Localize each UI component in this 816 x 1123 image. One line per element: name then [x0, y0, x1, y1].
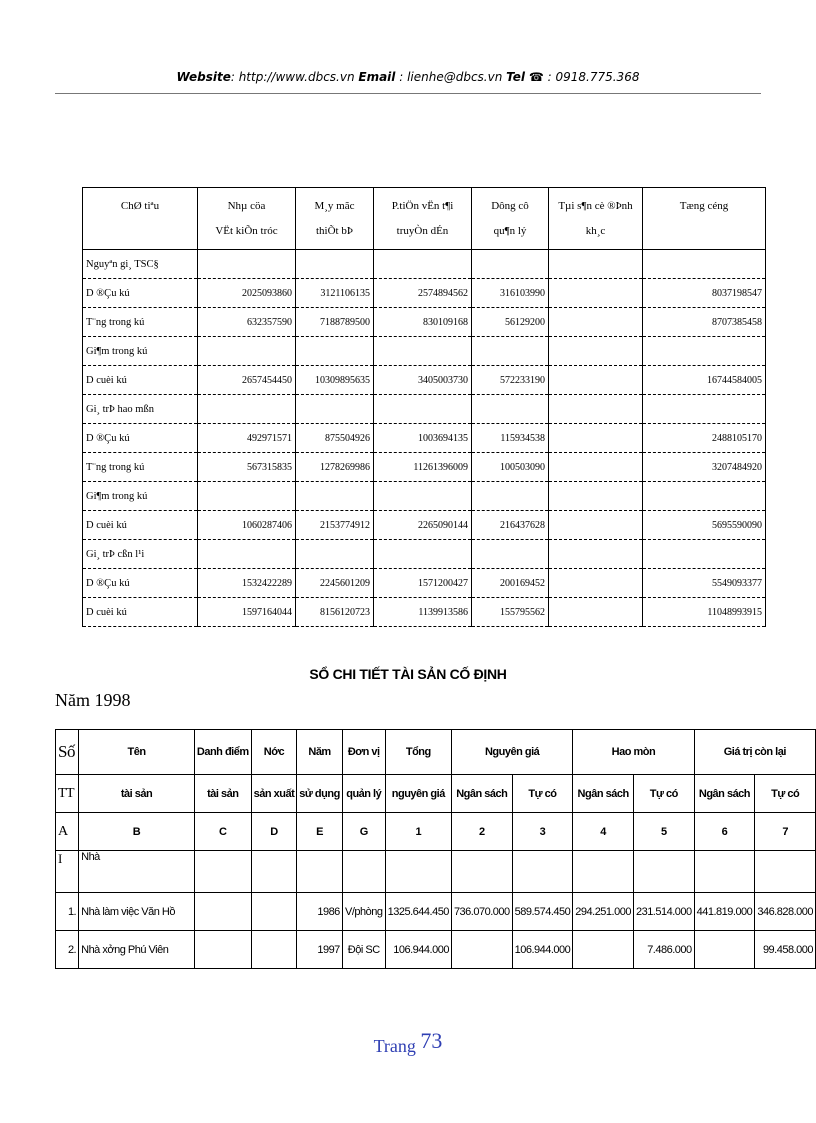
- table2-cell: [251, 893, 297, 931]
- table2-cell: 1986: [297, 893, 343, 931]
- table1-cell: [549, 250, 643, 279]
- table1-col-header: Dông cô qu¶n lý: [472, 188, 549, 250]
- table1-cell: [374, 395, 472, 424]
- table1-cell: 3121106135: [296, 279, 374, 308]
- table2-cell: [194, 893, 251, 931]
- col-subheader: sử dụng: [297, 775, 343, 813]
- table2-cell: [194, 931, 251, 969]
- table1-cell: 2153774912: [296, 511, 374, 540]
- table2-cell: 736.070.000: [451, 893, 512, 931]
- table1-cell: 11261396009: [374, 453, 472, 482]
- table2-cell: 106.944.000: [512, 931, 573, 969]
- table2-cell: 2.: [56, 931, 79, 969]
- table1-cell: 1571200427: [374, 569, 472, 598]
- table2-cell: 106.944.000: [385, 931, 451, 969]
- table1-row: [83, 482, 766, 511]
- table1-cell: [472, 337, 549, 366]
- col-subheader: nguyên giá: [385, 775, 451, 813]
- table2-header-row-2: [56, 775, 816, 813]
- table1-cell: 1139913586: [374, 598, 472, 627]
- col-header-nam: Năm: [297, 730, 343, 775]
- table1-cell: [549, 337, 643, 366]
- table1-cell: [472, 540, 549, 569]
- table1-cell: 1060287406: [198, 511, 296, 540]
- table1-cell: [198, 395, 296, 424]
- col-header-so: Số: [56, 730, 79, 775]
- col-subheader: Ngân sách: [573, 775, 634, 813]
- table1-row: [83, 395, 766, 424]
- table1-cell: [643, 482, 766, 511]
- table1-cell: 216437628: [472, 511, 549, 540]
- table1-cell: [374, 540, 472, 569]
- row-label: Gi¶m trong kú: [83, 337, 198, 366]
- table1-cell: [643, 395, 766, 424]
- table1-cell: 567315835: [198, 453, 296, 482]
- page-number: [0, 1028, 816, 1058]
- table1-cell: 1532422289: [198, 569, 296, 598]
- table1-cell: [198, 250, 296, 279]
- row-label: Gi¸ trÞ cßn l¹i: [83, 540, 198, 569]
- table1-cell: 2488105170: [643, 424, 766, 453]
- table1-cell: 632357590: [198, 308, 296, 337]
- asset-name: Nhà xởng Phú Viên: [79, 931, 195, 969]
- table1-cell: 11048993915: [643, 598, 766, 627]
- row-label: D ®Çu kú: [83, 279, 198, 308]
- table1-row: [83, 279, 766, 308]
- col-header-don-vi: Đơn vị: [342, 730, 385, 775]
- row-label: D cuèi kú: [83, 511, 198, 540]
- col-code: E: [297, 813, 343, 851]
- table1-cell: 2245601209: [296, 569, 374, 598]
- col-code: G: [342, 813, 385, 851]
- table1-cell: [549, 395, 643, 424]
- ledger-title: SỔ CHI TIẾT TÀI SẢN CỐ ĐỊNH: [309, 666, 507, 682]
- email-value: : lienhe@dbcs.vn: [395, 70, 507, 84]
- col-code: 6: [694, 813, 755, 851]
- table2-cell: V/phòng: [342, 893, 385, 931]
- col-subheader: Tự có: [633, 775, 694, 813]
- table2-cell: 441.819.000: [694, 893, 755, 931]
- table1-cell: 1597164044: [198, 598, 296, 627]
- table1-cell: [549, 366, 643, 395]
- table1-cell: [296, 540, 374, 569]
- table1-cell: 7188789500: [296, 308, 374, 337]
- col-code: 5: [633, 813, 694, 851]
- table1-cell: [296, 482, 374, 511]
- table1-cell: [296, 250, 374, 279]
- table1-cell: [549, 598, 643, 627]
- table1-row: [83, 366, 766, 395]
- table1-cell: [198, 540, 296, 569]
- table1-cell: 1003694135: [374, 424, 472, 453]
- col-code: C: [194, 813, 251, 851]
- col-code: D: [251, 813, 297, 851]
- table1-cell: 5695590090: [643, 511, 766, 540]
- col-subheader: sản xuất: [251, 775, 297, 813]
- table2-cell: [573, 931, 634, 969]
- table2-cell: [451, 931, 512, 969]
- table1-cell: 10309895635: [296, 366, 374, 395]
- fixed-asset-summary-table: [82, 187, 766, 627]
- table1-cell: [198, 337, 296, 366]
- table1-cell: 572233190: [472, 366, 549, 395]
- table1-col-header: M¸y mãc thiÕt bÞ: [296, 188, 374, 250]
- col-subheader: TT: [56, 775, 79, 813]
- table1-cell: 3405003730: [374, 366, 472, 395]
- table1-cell: 875504926: [296, 424, 374, 453]
- table1-cell: [374, 337, 472, 366]
- table1-row: [83, 308, 766, 337]
- col-header-ten: Tên: [79, 730, 195, 775]
- table1-cell: 3207484920: [643, 453, 766, 482]
- table2-cell: 231.514.000: [633, 893, 694, 931]
- website-value: : http://www.dbcs.vn: [230, 70, 359, 84]
- table1-cell: 8156120723: [296, 598, 374, 627]
- table1-col-header: Nhµ cöa VËt kiÕn tróc: [198, 188, 296, 250]
- page-number-value: 73: [420, 1028, 443, 1053]
- row-label: T¨ng trong kú: [83, 308, 198, 337]
- website-label: Website: [176, 70, 231, 84]
- col-subheader: tài sản: [79, 775, 195, 813]
- table1-cell: 100503090: [472, 453, 549, 482]
- col-code: 4: [573, 813, 634, 851]
- table1-cell: 56129200: [472, 308, 549, 337]
- col-header-gia-tri-con-lai: Giá trị còn lại: [694, 730, 815, 775]
- col-header-nguyen-gia: Nguyên giá: [451, 730, 572, 775]
- table1-cell: [643, 250, 766, 279]
- table1-cell: [472, 482, 549, 511]
- table2-cell: 1325.644.450: [385, 893, 451, 931]
- table1-cell: 16744584005: [643, 366, 766, 395]
- col-header-danh-diem: Danh điểm: [194, 730, 251, 775]
- section-stt: I: [56, 851, 79, 893]
- row-label: Nguyªn gi¸ TSC§: [83, 250, 198, 279]
- col-code: 7: [755, 813, 816, 851]
- table2-cell: 99.458.000: [755, 931, 816, 969]
- col-subheader: Tự có: [755, 775, 816, 813]
- table2-cell: 589.574.450: [512, 893, 573, 931]
- row-label: D ®Çu kú: [83, 424, 198, 453]
- table1-cell: 830109168: [374, 308, 472, 337]
- row-label: D ®Çu kú: [83, 569, 198, 598]
- table1-cell: 155795562: [472, 598, 549, 627]
- table1-row: [83, 337, 766, 366]
- table1-cell: 316103990: [472, 279, 549, 308]
- table1-cell: 115934538: [472, 424, 549, 453]
- table1-row: [83, 424, 766, 453]
- table2-cell: 346.828.000: [755, 893, 816, 931]
- fixed-asset-ledger-table: [55, 729, 816, 969]
- table1-cell: 2657454450: [198, 366, 296, 395]
- col-subheader: tài sản: [194, 775, 251, 813]
- col-header-hao-mon: Hao mòn: [573, 730, 694, 775]
- section-name: Nhà: [79, 851, 195, 893]
- table1-cell: [549, 453, 643, 482]
- col-subheader: quản lý: [342, 775, 385, 813]
- table2-cell: Đội SC: [342, 931, 385, 969]
- row-label: D cuèi kú: [83, 366, 198, 395]
- table1-cell: 2574894562: [374, 279, 472, 308]
- table1-cell: [643, 540, 766, 569]
- col-subheader: Ngân sách: [451, 775, 512, 813]
- col-subheader: Tự có: [512, 775, 573, 813]
- table1-cell: 492971571: [198, 424, 296, 453]
- table1-cell: [472, 250, 549, 279]
- col-code: A: [56, 813, 79, 851]
- col-code: B: [79, 813, 195, 851]
- table1-cell: 1278269986: [296, 453, 374, 482]
- col-code: 2: [451, 813, 512, 851]
- table1-cell: 2265090144: [374, 511, 472, 540]
- table2-cell: 1.: [56, 893, 79, 931]
- table1-cell: [374, 250, 472, 279]
- table1-cell: [549, 540, 643, 569]
- table1-cell: [549, 308, 643, 337]
- table1-cell: 8707385458: [643, 308, 766, 337]
- table1-row: [83, 598, 766, 627]
- table1-col-header: Tæng céng: [643, 188, 766, 250]
- table1-cell: [549, 569, 643, 598]
- table1-row: [83, 540, 766, 569]
- table1-cell: 2025093860: [198, 279, 296, 308]
- table1-cell: 5549093377: [643, 569, 766, 598]
- table2-section-row: [56, 851, 816, 893]
- asset-name: Nhà làm việc Văn Hồ: [79, 893, 195, 931]
- table-row: [56, 931, 816, 969]
- table1-cell: [374, 482, 472, 511]
- row-label: D cuèi kú: [83, 598, 198, 627]
- table1-cell: [472, 395, 549, 424]
- table2-cell: 294.251.000: [573, 893, 634, 931]
- table2-cell: 1997: [297, 931, 343, 969]
- table2-cell: 7.486.000: [633, 931, 694, 969]
- col-code: 3: [512, 813, 573, 851]
- table2-header-row-3: [56, 813, 816, 851]
- email-label: Email: [358, 70, 396, 84]
- table2-header-row-1: [56, 730, 816, 775]
- table1-cell: [549, 482, 643, 511]
- table1-cell: [296, 337, 374, 366]
- row-label: T¨ng trong kú: [83, 453, 198, 482]
- table1-cell: [643, 337, 766, 366]
- table1-cell: [198, 482, 296, 511]
- page-header: [0, 70, 816, 84]
- table1-cell: [296, 395, 374, 424]
- col-subheader: Ngân sách: [694, 775, 755, 813]
- table1-cell: 200169452: [472, 569, 549, 598]
- tel-label: Tel: [506, 70, 526, 84]
- table1-row: [83, 569, 766, 598]
- table1-col-header: P.tiÖn vËn t¶i truyÒn dÉn: [374, 188, 472, 250]
- row-label: Gi¸ trÞ hao mßn: [83, 395, 198, 424]
- table2-cell: [251, 931, 297, 969]
- table2-cell: [694, 931, 755, 969]
- header-divider: [55, 93, 761, 94]
- table-row: [56, 893, 816, 931]
- table1-col-header: Tµi s¶n cè ®Þnh kh¸c: [549, 188, 643, 250]
- table1-cell: [549, 279, 643, 308]
- table1-cell: [549, 511, 643, 540]
- ledger-year: Năm 1998: [55, 690, 131, 710]
- tel-value: ☎ : 0918.775.368: [525, 70, 640, 84]
- table1-cell: [549, 424, 643, 453]
- row-label: Gi¶m trong kú: [83, 482, 198, 511]
- table1-cell: 8037198547: [643, 279, 766, 308]
- col-header-nuoc: Nớc: [251, 730, 297, 775]
- col-code: 1: [385, 813, 451, 851]
- page-label: Trang: [373, 1036, 421, 1056]
- table1-row: [83, 511, 766, 540]
- table1-header-row: [83, 188, 766, 250]
- table1-row: [83, 453, 766, 482]
- col-header-tong: Tổng: [385, 730, 451, 775]
- table1-col-header: ChØ tiªu: [83, 188, 198, 250]
- table1-row: [83, 250, 766, 279]
